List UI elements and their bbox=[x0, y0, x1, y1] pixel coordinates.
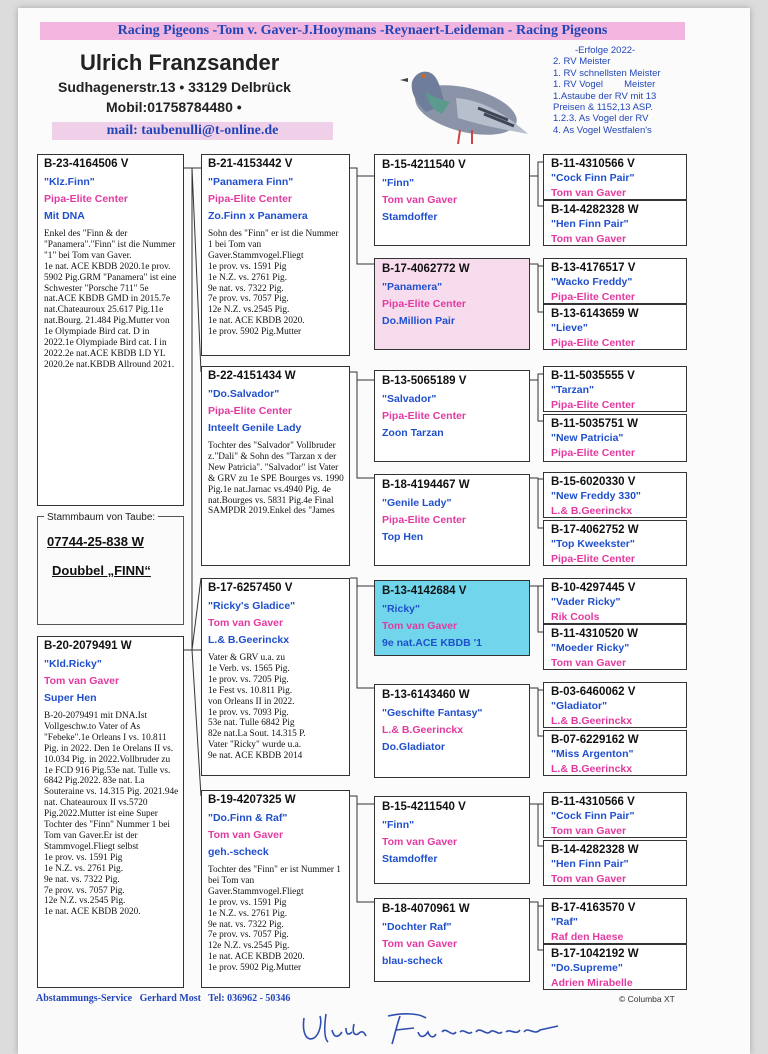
pigeon-description: Enkel des "Finn & der "Panamera"."Finn" ist die Nummer "1" bei Tom van Gaver. 1e nat. ACE KBDB 2020.1e prov. 5902 Pig.GRM "Panamera" ist eine Schwester "Porsche 711" 5e nat.ACE KBDB GMD in 2015.7e nat.Chateauroux 25.617 Pig.11e nat.Bourg. 21.484 Pig.Mutter von 1e Olympiade Bird cat. D in 2022.1e Olympiade Bird cat. I in 2022.2e nat.ACE KBDB LD YL 2020.2e nat.KBDB Allround 2021. bbox=[44, 229, 177, 370]
pigeon-name: "Moeder Ricky" bbox=[551, 642, 630, 654]
breeder: Pipa-Elite Center bbox=[208, 193, 293, 205]
pigeon-name: "Raf" bbox=[551, 916, 578, 928]
ring-number: B-17-6257450 V bbox=[208, 582, 293, 594]
pigeon-name: "Panamera" bbox=[382, 281, 443, 293]
breeder: Pipa-Elite Center bbox=[44, 193, 129, 205]
handwritten-signature bbox=[296, 1008, 566, 1052]
gen4-pigeon[interactable] bbox=[543, 898, 687, 944]
breeder: Tom van Gaver bbox=[551, 825, 627, 837]
footer-copyright: © Columba XT bbox=[619, 994, 675, 1004]
breeder: Tom van Gaver bbox=[44, 675, 120, 687]
pigeon-name: "Hen Finn Pair" bbox=[551, 858, 629, 870]
pigeon-name: "Cock Finn Pair" bbox=[551, 172, 635, 184]
owner-email: mail: taubenulli@t-online.de bbox=[52, 122, 333, 140]
finn-raf-pigeon[interactable] bbox=[201, 790, 350, 988]
success-line: 4. As Vogel Westfalen's bbox=[553, 124, 652, 136]
breeder: Pipa-Elite Center bbox=[551, 399, 636, 411]
breeder: Tom van Gaver bbox=[382, 836, 458, 848]
pigeon-name: "Ricky's Gladice" bbox=[208, 600, 296, 612]
ring-number: B-20-2079491 W bbox=[44, 640, 132, 652]
pigeon-name: "Tarzan" bbox=[551, 384, 595, 396]
pigeon-extra: Super Hen bbox=[44, 692, 97, 704]
pigeon-name: "Do.Salvador" bbox=[208, 388, 280, 400]
pigeon-extra: Stamdoffer bbox=[382, 853, 438, 865]
pigeon-name: "Do.Supreme" bbox=[551, 962, 623, 974]
pigeon-extra: Stamdoffer bbox=[382, 211, 438, 223]
pigeon-name: "Genile Lady" bbox=[382, 497, 452, 509]
pigeon-extra: geh.-scheck bbox=[208, 846, 269, 858]
sire-sire-pigeon[interactable] bbox=[374, 154, 530, 246]
ring-number: B-10-4297445 V bbox=[551, 582, 636, 594]
gen4-pigeon[interactable] bbox=[543, 840, 687, 886]
pigeon-name: "Lieve" bbox=[551, 322, 588, 334]
breeder: Raf den Haese bbox=[551, 931, 624, 943]
ring-number: B-13-4176517 V bbox=[551, 262, 636, 274]
stammbaum-name: Doubbel „FINN“ bbox=[52, 563, 151, 578]
breeder: Pipa-Elite Center bbox=[382, 298, 467, 310]
breeder: Pipa-Elite Center bbox=[208, 405, 293, 417]
ring-number: B-22-4151434 W bbox=[208, 370, 296, 382]
pigeon-name: "Cock Finn Pair" bbox=[551, 810, 635, 822]
finn-2-pigeon[interactable] bbox=[374, 796, 530, 884]
ring-number: B-18-4070961 W bbox=[382, 903, 470, 915]
breeder: Tom van Gaver bbox=[551, 873, 627, 885]
ring-number: B-17-1042192 W bbox=[551, 948, 639, 960]
pigeon-description: Vater & GRV u.a. zu 1e Verb. vs. 1565 Pig. 1e prov. vs. 7205 Pig. 1e Fest vs. 10.811 Pig. von Orleans II in 2022. 1e prov. vs. 7093 Pig. 53e nat. Tulle 6842 Pig 82e nat.La Sout. 14.315 P. Vater "Ricky" wurde u.a. 9e nat. ACE KBDB 2014 bbox=[208, 653, 306, 762]
success-title: -Erfolge 2022- bbox=[575, 45, 636, 56]
success-line: 1. RV schnellsten Meister bbox=[553, 67, 661, 79]
gen4-pigeon[interactable] bbox=[543, 578, 687, 624]
pigeon-name: "Hen Finn Pair" bbox=[551, 218, 629, 230]
subject-pigeon[interactable] bbox=[37, 154, 184, 506]
breeder: Pipa-Elite Center bbox=[551, 291, 636, 303]
breeder: Tom van Gaver bbox=[551, 187, 627, 199]
pigeon-extra: Mit DNA bbox=[44, 210, 85, 222]
gen4-pigeon[interactable] bbox=[543, 366, 687, 412]
pigeon-name: "Klz.Finn" bbox=[44, 176, 95, 188]
ring-number: B-13-5065189 V bbox=[382, 375, 467, 387]
breeder: L.& B.Geerinckx bbox=[551, 505, 633, 517]
breeder: Tom van Gaver bbox=[208, 617, 284, 629]
stammbaum-label: Stammbaum von Taube: bbox=[44, 512, 158, 523]
gen4-pigeon[interactable] bbox=[543, 944, 687, 990]
pigeon-extra: Inteelt Genile Lady bbox=[208, 422, 302, 434]
ring-number: B-13-6143460 W bbox=[382, 689, 470, 701]
ring-number: B-23-4164506 V bbox=[44, 158, 129, 170]
success-line: 1.2.3. As Vogel der RV bbox=[553, 113, 649, 125]
owner-name: Ulrich Franzsander bbox=[80, 50, 280, 75]
ring-number: B-21-4153442 V bbox=[208, 158, 293, 170]
ring-number: B-11-4310566 V bbox=[551, 796, 635, 808]
gen4-pigeon[interactable] bbox=[543, 154, 687, 200]
pigeon-description: Tochter des "Salvador" Vollbruder z."Dali" & Sohn des "Tarzan x der New Patricia". "Salvador" ist Vater & GRV zu 1e SPE Bourges vs. 1990 Pig.1e nat.Jarnac vs.4940 Pig. 4e nat.Bourges vs. 5831 Pig.4e Final SAMPDR 2019.Enkel des "James bbox=[208, 441, 344, 517]
gen4-pigeon[interactable] bbox=[543, 792, 687, 838]
pigeon-name: "Finn" bbox=[382, 819, 415, 831]
success-line: 2. RV Meister bbox=[553, 56, 611, 68]
pigeon-name: "Vader Ricky" bbox=[551, 596, 621, 608]
breeder: Pipa-Elite Center bbox=[382, 410, 467, 422]
ring-number: B-17-4062772 W bbox=[382, 263, 470, 275]
sire-dam-pigeon[interactable] bbox=[374, 258, 530, 350]
ring-number: B-15-6020330 V bbox=[551, 476, 636, 488]
success-list bbox=[553, 45, 713, 136]
breeder: Tom van Gaver bbox=[382, 620, 458, 632]
sire-pigeon[interactable] bbox=[201, 154, 350, 356]
pigeon-name: "Kld.Ricky" bbox=[44, 658, 102, 670]
ring-number: B-17-4163570 V bbox=[551, 902, 636, 914]
gen4-pigeon[interactable] bbox=[543, 624, 687, 670]
breeder: Tom van Gaver bbox=[382, 938, 458, 950]
success-line: Preisen & 1152,13 ASP. bbox=[553, 102, 654, 114]
pigeon-name: "Wacko Freddy" bbox=[551, 276, 633, 288]
success-line: 1.Astaube der RV mit 13 bbox=[553, 90, 657, 102]
pigeon-description: Sohn des "Finn" er ist die Nummer 1 bei Tom van Gaver.Stammvogel.Fliegt 1e prov. vs. 1591 Pig 1e N.Z. vs. 2761 Pig. 9e nat. vs. 7322 Pig. 7e prov. vs. 7057 Pig. 12e N.Z. vs.2545 Pig. 1e nat. ACE KBDB 2020. 1e prov. 5902 Pig.Mutter bbox=[208, 229, 339, 338]
dam-sire-sire-pigeon[interactable] bbox=[374, 370, 530, 462]
pigeon-name: "Geschifte Fantasy" bbox=[382, 707, 483, 719]
gen4-pigeon[interactable] bbox=[543, 730, 687, 776]
ring-number: B-11-5035751 W bbox=[551, 418, 638, 430]
ring-number: B-03-6460062 V bbox=[551, 686, 636, 698]
breeder: Tom van Gaver bbox=[382, 194, 458, 206]
gen4-pigeon[interactable] bbox=[543, 414, 687, 462]
dam-sire-dam-pigeon[interactable] bbox=[374, 474, 530, 566]
pigeon-extra: blau-scheck bbox=[382, 955, 443, 967]
breeder: Tom van Gaver bbox=[208, 829, 284, 841]
pigeon-name: "Salvador" bbox=[382, 393, 437, 405]
breeder: Tom van Gaver bbox=[551, 657, 627, 669]
breeder: Pipa-Elite Center bbox=[551, 553, 636, 565]
pigeon-extra: L.& B.Geerinckx bbox=[208, 634, 290, 646]
ring-number: B-17-4062752 W bbox=[551, 524, 639, 536]
gen4-pigeon[interactable] bbox=[543, 304, 687, 350]
pigeon-extra: Do.Million Pair bbox=[382, 315, 455, 327]
gen4-pigeon[interactable] bbox=[543, 200, 687, 246]
ricky-pigeon[interactable] bbox=[374, 580, 530, 656]
ring-number: B-15-4211540 V bbox=[382, 801, 466, 813]
owner-address: Sudhagenerstr.13 • 33129 Delbrück bbox=[58, 79, 291, 95]
ring-number: B-11-4310566 V bbox=[551, 158, 635, 170]
gen4-pigeon[interactable] bbox=[543, 520, 687, 566]
footer-service: Abstammungs-Service Gerhard Most Tel: 036962 - 50346 bbox=[36, 993, 291, 1004]
pigeon-name: "New Patricia" bbox=[551, 432, 624, 444]
pigeon-extra: 9e nat.ACE KBDB '1 bbox=[382, 637, 482, 649]
breeder: L.& B.Geerinckx bbox=[551, 715, 633, 727]
success-line: 1. RV Vogel Meister bbox=[553, 79, 656, 91]
pigeon-extra: Top Hen bbox=[382, 531, 424, 543]
ring-number: B-11-5035555 V bbox=[551, 370, 635, 382]
owner-phone: Mobil:01758784480 • bbox=[106, 99, 242, 115]
ricky-gladice-pigeon[interactable] bbox=[201, 578, 350, 776]
ring-number: B-19-4207325 W bbox=[208, 794, 296, 806]
banner: Racing Pigeons -Tom v. Gaver-J.Hooymans -Reynaert-Leideman - Racing Pigeons bbox=[40, 22, 685, 40]
stammbaum-number: 07744-25-838 W bbox=[47, 534, 144, 549]
pigeon-extra: Zo.Finn x Panamera bbox=[208, 210, 308, 222]
ring-number: B-14-4282328 W bbox=[551, 204, 639, 216]
ring-number: B-13-6143659 W bbox=[551, 308, 639, 320]
pigeon-name: "Panamera Finn" bbox=[208, 176, 294, 188]
gen4-pigeon[interactable] bbox=[543, 472, 687, 518]
pigeon-name: "Do.Finn & Raf" bbox=[208, 812, 288, 824]
pigeon-extra: Zoon Tarzan bbox=[382, 427, 444, 439]
ring-number: B-13-4142684 V bbox=[382, 585, 467, 597]
breeder: Adrien Mirabelle bbox=[551, 977, 633, 989]
ring-number: B-15-4211540 V bbox=[382, 159, 466, 171]
dam-pigeon[interactable] bbox=[37, 636, 184, 988]
dochter-raf-pigeon[interactable] bbox=[374, 898, 530, 982]
breeder: Pipa-Elite Center bbox=[551, 337, 636, 349]
gen4-pigeon[interactable] bbox=[543, 682, 687, 728]
pigeon-name: "Gladiator" bbox=[551, 700, 608, 712]
pigeon-description: Tochter des "Finn" er ist Nummer 1 bei Tom van Gaver.Stammvogel.Fliegt 1e prov. vs. 1591 Pig 1e N.Z. vs. 2761 Pig. 9e nat. vs. 7322 Pig. 7e prov. vs. 7057 Pig. 12e N.Z. vs.2545 Pig. 1e nat. ACE KBDB 2020. 1e prov. 5902 Pig.Mutter bbox=[208, 865, 341, 974]
pigeon-name: "New Freddy 330" bbox=[551, 490, 641, 502]
breeder: L.& B.Geerinckx bbox=[382, 724, 464, 736]
pigeon-name: "Finn" bbox=[382, 177, 415, 189]
pigeon-extra: Do.Gladiator bbox=[382, 741, 446, 753]
pigeon-name: "Top Kweekster" bbox=[551, 538, 635, 550]
dam-sire-pigeon[interactable] bbox=[201, 366, 350, 566]
breeder: L.& B.Geerinckx bbox=[551, 763, 633, 775]
geschifte-fantasy-pigeon[interactable] bbox=[374, 684, 530, 778]
ring-number: B-11-4310520 W bbox=[551, 628, 638, 640]
gen4-pigeon[interactable] bbox=[543, 258, 687, 304]
breeder: Tom van Gaver bbox=[551, 233, 627, 245]
pigeon-name: "Ricky" bbox=[382, 603, 420, 615]
ring-number: B-18-4194467 W bbox=[382, 479, 470, 491]
ring-number: B-14-4282328 W bbox=[551, 844, 639, 856]
pigeon-name: "Dochter Raf" bbox=[382, 921, 452, 933]
breeder: Rik Cools bbox=[551, 611, 600, 623]
pigeon-name: "Miss Argenton" bbox=[551, 748, 634, 760]
pigeon-photo bbox=[386, 48, 536, 152]
breeder: Pipa-Elite Center bbox=[551, 447, 636, 459]
breeder: Pipa-Elite Center bbox=[382, 514, 467, 526]
pigeon-description: B-20-2079491 mit DNA.Ist Vollgeschw.to Vater of As "Febeke".1e Orleans I vs. 10.811 Pig. in 2022. Den 1e Orelans II vs. 10.034 Pig. in 2022.Vollbruder zu 1e FCD 916 Pig.53e nat. Tulle vs. 6842 Pig.2022. 83e nat. La Souteraine vs. 14.315 Pig. 2021.94e nat. Chateauroux II vs.5720 Pig.2022.Mutter ist eine Super Tochter des "Finn" Nummer 1 bei Tom van Gaver.Er ist der Stammvogel.Fliegt selbst 1e prov. vs. 1591 Pig 1e N.Z. vs. 2761 Pig. 9e nat. vs. 7322 Pig. 7e prov. vs. 7057 Pig. 12e N.Z. vs.2545 Pig. 1e nat. ACE KBDB 2020. bbox=[44, 711, 179, 918]
ring-number: B-07-6229162 W bbox=[551, 734, 639, 746]
